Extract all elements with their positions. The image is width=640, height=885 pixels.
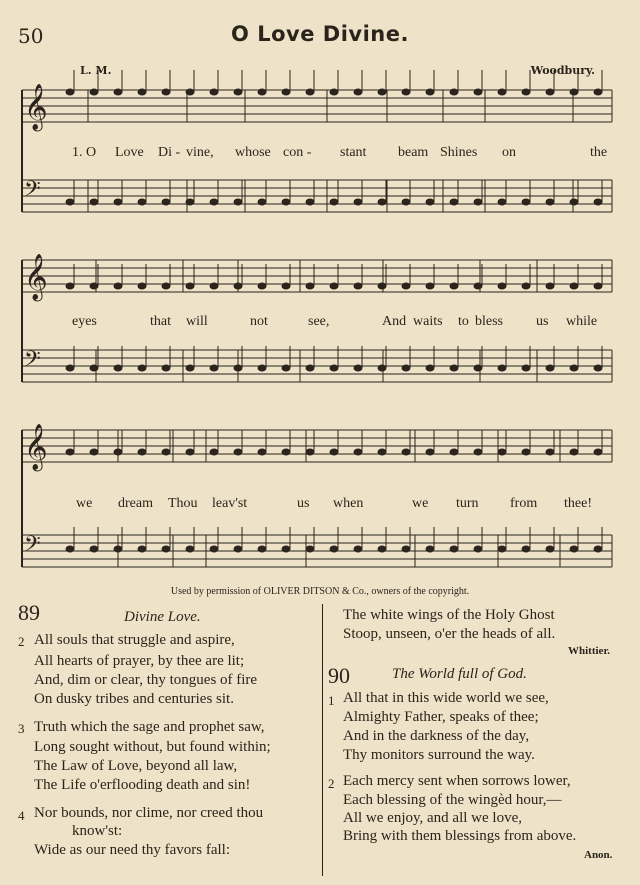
note-head — [426, 365, 434, 371]
note-head — [402, 89, 410, 95]
note-head — [210, 546, 218, 552]
verse-line: All we enjoy, and all we love, — [343, 810, 522, 826]
note-head — [90, 199, 98, 205]
note-head — [66, 199, 74, 205]
hymn-title-90: The World full of God. — [392, 666, 527, 682]
note-head — [258, 89, 266, 95]
note-head — [402, 283, 410, 289]
permission-note: Used by permission of OLIVER DITSON & Co., owners of the copyright. — [170, 586, 470, 597]
note-head — [450, 365, 458, 371]
note-head — [210, 283, 218, 289]
note-head — [522, 283, 530, 289]
verse-line: And in the darkness of the day, — [343, 728, 530, 744]
note-head — [306, 199, 314, 205]
note-head — [258, 365, 266, 371]
lyric-word: Love — [115, 145, 144, 160]
note-head — [546, 283, 554, 289]
note-head — [570, 449, 578, 455]
note-head — [450, 89, 458, 95]
treble-clef: 𝄞 — [24, 84, 48, 130]
note-head — [258, 449, 266, 455]
verse-line: Almighty Father, speaks of thee; — [343, 709, 539, 725]
hymn-number-89: 89 — [18, 600, 40, 625]
note-head — [234, 283, 242, 289]
note-head — [402, 449, 410, 455]
lyric-word: we — [76, 496, 93, 511]
note-head — [474, 89, 482, 95]
note-head — [66, 449, 74, 455]
note-head — [66, 283, 74, 289]
note-head — [474, 365, 482, 371]
note-head — [138, 283, 146, 289]
note-head — [282, 449, 290, 455]
lyric-word: vine, — [186, 145, 214, 160]
note-head — [594, 546, 602, 552]
note-head — [162, 365, 170, 371]
verse-line: And, dim or clear, thy tongues of fire — [34, 672, 258, 688]
note-head — [234, 199, 242, 205]
note-head — [66, 546, 74, 552]
note-head — [474, 449, 482, 455]
lyric-word: stant — [340, 145, 367, 160]
note-head — [402, 199, 410, 205]
lyric-word: on — [502, 145, 516, 160]
note-head — [378, 546, 386, 552]
note-head — [330, 365, 338, 371]
verse-line: Wide as our need thy favors fall: — [34, 842, 230, 858]
note-head — [162, 546, 170, 552]
note-head — [186, 546, 194, 552]
note-head — [162, 449, 170, 455]
lyric-word: turn — [456, 496, 479, 511]
lyric-word: Shines — [440, 145, 478, 160]
verse-line: Long sought without, but found within; — [34, 739, 271, 755]
note-head — [90, 283, 98, 289]
note-head — [138, 546, 146, 552]
note-head — [66, 365, 74, 371]
bass-clef: 𝄢 — [24, 347, 41, 377]
note-head — [426, 89, 434, 95]
note-head — [330, 283, 338, 289]
lyric-word: when — [333, 496, 364, 511]
treble-clef: 𝄞 — [24, 254, 48, 300]
note-head — [354, 89, 362, 95]
note-head — [594, 89, 602, 95]
note-head — [186, 449, 194, 455]
lyric-word: beam — [398, 145, 429, 160]
note-head — [114, 199, 122, 205]
note-head — [330, 449, 338, 455]
note-head — [186, 365, 194, 371]
note-head — [258, 283, 266, 289]
lyric-word: bless — [475, 314, 503, 329]
note-head — [234, 449, 242, 455]
verse-line: know'st: — [72, 823, 123, 839]
note-head — [330, 199, 338, 205]
note-head — [306, 283, 314, 289]
verse-line: Thy monitors surround the way. — [343, 747, 535, 763]
note-head — [66, 89, 74, 95]
note-head — [282, 89, 290, 95]
note-head — [378, 449, 386, 455]
note-head — [522, 449, 530, 455]
note-head — [90, 449, 98, 455]
note-head — [546, 89, 554, 95]
bass-clef: 𝄢 — [24, 532, 41, 562]
meter-label: L. M. — [80, 64, 112, 77]
lyric-word: whose — [235, 145, 271, 160]
note-head — [426, 283, 434, 289]
note-head — [114, 283, 122, 289]
note-head — [306, 365, 314, 371]
note-head — [594, 199, 602, 205]
note-head — [570, 199, 578, 205]
note-head — [498, 89, 506, 95]
stanza-number: 4 — [18, 808, 25, 823]
note-head — [498, 283, 506, 289]
bass-clef: 𝄢 — [24, 177, 41, 207]
lyric-word: the — [590, 145, 608, 160]
note-head — [162, 89, 170, 95]
note-head — [450, 283, 458, 289]
note-head — [282, 283, 290, 289]
lyric-word: not — [250, 314, 268, 329]
note-head — [450, 199, 458, 205]
note-head — [570, 283, 578, 289]
lyric-word: will — [186, 314, 208, 329]
note-head — [186, 89, 194, 95]
note-head — [234, 546, 242, 552]
note-head — [210, 89, 218, 95]
note-head — [546, 199, 554, 205]
note-head — [138, 199, 146, 205]
author-attribution: Anon. — [584, 849, 613, 861]
stanza-number: 3 — [18, 721, 25, 736]
note-head — [546, 546, 554, 552]
note-head — [450, 546, 458, 552]
lyric-word: waits — [413, 314, 443, 329]
column-divider — [322, 604, 323, 876]
lyric-word: to — [458, 314, 469, 329]
note-head — [138, 365, 146, 371]
note-head — [498, 449, 506, 455]
hymn-title-89: Divine Love. — [124, 609, 201, 625]
note-head — [90, 89, 98, 95]
lyric-word: us — [536, 314, 549, 329]
note-head — [234, 89, 242, 95]
note-head — [450, 449, 458, 455]
verse-line: Each blessing of the wingèd hour,— — [343, 792, 562, 808]
lyric-word: 1. O — [72, 145, 97, 160]
note-head — [498, 546, 506, 552]
verse-line: Truth which the sage and prophet saw, — [34, 719, 265, 735]
note-head — [594, 449, 602, 455]
lyric-word: while — [566, 314, 598, 329]
note-head — [498, 365, 506, 371]
lyric-word: see, — [308, 314, 330, 329]
note-head — [522, 546, 530, 552]
lyric-word: us — [297, 496, 310, 511]
lyric-word: leav'st — [212, 496, 248, 511]
note-head — [570, 89, 578, 95]
note-head — [210, 365, 218, 371]
verse-line: The Life o'erflooding death and sin! — [34, 777, 251, 793]
verse-line: All souls that struggle and aspire, — [34, 632, 235, 648]
verse-line: Bring with them blessings from above. — [343, 828, 577, 844]
hymn-title: O Love Divine. — [231, 22, 409, 46]
note-head — [282, 546, 290, 552]
note-head — [138, 89, 146, 95]
note-head — [162, 199, 170, 205]
note-head — [258, 199, 266, 205]
note-head — [378, 89, 386, 95]
note-head — [570, 365, 578, 371]
note-head — [114, 449, 122, 455]
treble-clef: 𝄞 — [24, 424, 48, 470]
note-head — [354, 449, 362, 455]
verse-line: The white wings of the Holy Ghost — [343, 607, 555, 623]
note-head — [546, 365, 554, 371]
note-head — [354, 283, 362, 289]
note-head — [354, 546, 362, 552]
page-number: 50 — [18, 24, 44, 48]
note-head — [474, 283, 482, 289]
note-head — [306, 546, 314, 552]
note-head — [186, 283, 194, 289]
lyric-word: from — [510, 496, 538, 511]
note-head — [594, 283, 602, 289]
note-head — [114, 546, 122, 552]
note-head — [522, 89, 530, 95]
note-head — [162, 283, 170, 289]
lyric-word: we — [412, 496, 429, 511]
note-head — [330, 89, 338, 95]
note-head — [114, 89, 122, 95]
stanza-number: 1 — [328, 693, 335, 708]
note-head — [210, 199, 218, 205]
note-head — [354, 365, 362, 371]
hymn-number-90: 90 — [328, 663, 350, 688]
note-head — [186, 199, 194, 205]
stanza-number: 2 — [328, 776, 335, 791]
verse-line: The Law of Love, beyond all law, — [34, 758, 238, 774]
note-head — [594, 365, 602, 371]
note-head — [570, 546, 578, 552]
note-head — [474, 199, 482, 205]
note-head — [378, 283, 386, 289]
lyric-word: that — [150, 314, 171, 329]
lyric-word: eyes — [72, 314, 97, 329]
note-head — [282, 365, 290, 371]
verse-line: Nor bounds, nor clime, nor creed thou — [34, 805, 264, 821]
note-head — [474, 546, 482, 552]
note-head — [90, 546, 98, 552]
note-head — [210, 449, 218, 455]
note-head — [306, 89, 314, 95]
lyric-word: Di - — [158, 145, 181, 160]
note-head — [378, 199, 386, 205]
note-head — [426, 546, 434, 552]
verse-line: All that in this wide world we see, — [343, 690, 549, 706]
note-head — [234, 365, 242, 371]
note-head — [354, 199, 362, 205]
note-head — [426, 449, 434, 455]
note-head — [522, 365, 530, 371]
note-head — [378, 365, 386, 371]
note-head — [306, 449, 314, 455]
lyric-word: Thou — [168, 496, 198, 511]
verse-line: All hearts of prayer, by thee are lit; — [34, 653, 245, 669]
lyric-word: con - — [283, 145, 312, 160]
note-head — [402, 365, 410, 371]
note-head — [546, 449, 554, 455]
note-head — [114, 365, 122, 371]
verse-line: Each mercy sent when sorrows lower, — [343, 773, 571, 789]
note-head — [402, 546, 410, 552]
author-attribution: Whittier. — [568, 645, 611, 657]
note-head — [90, 365, 98, 371]
verse-line: Stoop, unseen, o'er the heads of all. — [343, 626, 556, 642]
lyric-word: And — [382, 314, 407, 329]
note-head — [522, 199, 530, 205]
note-head — [258, 546, 266, 552]
tune-name: Woodbury. — [530, 64, 595, 77]
note-head — [138, 449, 146, 455]
note-head — [330, 546, 338, 552]
stanza-number: 2 — [18, 634, 25, 649]
lyric-word: thee! — [564, 496, 592, 511]
verse-line: On dusky tribes and centuries sit. — [34, 691, 234, 707]
note-head — [426, 199, 434, 205]
lyric-word: dream — [118, 496, 153, 511]
note-head — [282, 199, 290, 205]
note-head — [498, 199, 506, 205]
